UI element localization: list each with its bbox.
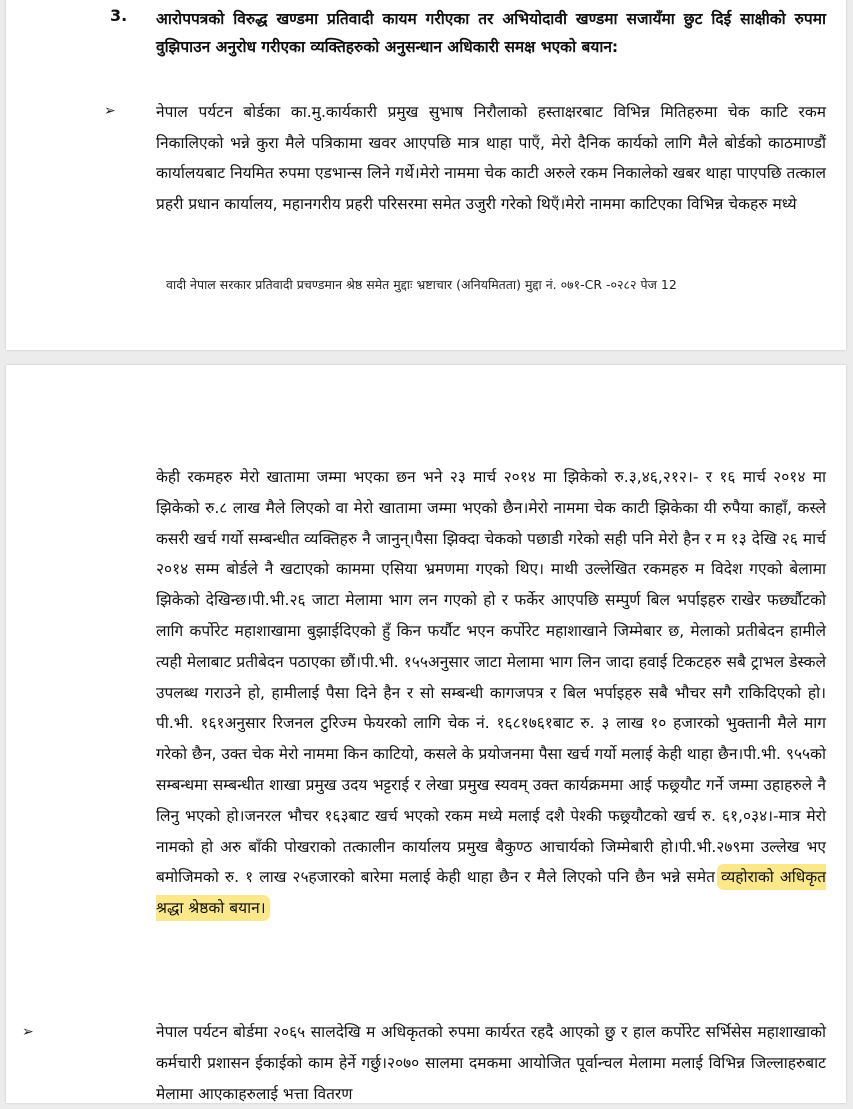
next-statement-paragraph: नेपाल पर्यटन बोर्डमा २०६५ सालदेखि म अधिकृतको रुपमा कार्यरत रहदै आएको छु र हाल कर्पोरेट सर्भिसेस महाशाखाको कर्मचारी प्रशासन ईकाईको काम हेर्ने गर्छु।२०७० सालमा दमकमा आयोजित पूर्वान्चल मेलामा मलाई विभिन्न जिल्लाहरुबाट मेलामा आएकाहरुलाई भत्ता वितरण bbox=[156, 1023, 826, 1103]
statement-paragraph-continued bbox=[156, 462, 826, 924]
highlighted-text: व्यहोराको अधिकृत श्रद्धा श्रेष्ठको बयान। bbox=[156, 868, 826, 918]
page-footer: वादी नेपाल सरकार प्रतिवादी प्रचण्डमान श्रेष्ठ समेत मुद्दाः भ्रष्टाचार (अनियमितता) मुद्दा नं. ०७१-CR -०२८२ पेज 12 bbox=[166, 277, 677, 292]
bullet-arrow-icon: ➢ bbox=[104, 103, 116, 119]
statement-text: केही रकमहरु मेरो खातामा जम्मा भएका छन भने २३ मार्च २०१४ मा झिकेको रु.३,४६,२१२।- र १६ मार्च २०१४ मा झिकेको रु.८ लाख मैले लिएको वा मेरो खातामा जम्मा भएको छैन।मेरो नाममा चेक काटी झिकेका यी रुपैया काहाँ, कस्ले कसरी खर्च गर्यो सम्बन्धीत व्यक्तिहरु नै जानुन्।पैसा झिक्दा चेकको पछाडी गरेको सही पनि मेरो हैन र म १३ देखि २६ मार्च २०१४ सम्म बोर्डले नै खटाएको काममा एसिया भ्रमणमा गएको थिए। माथी उल्लेखित रकमहरु म विदेश गएको बेलामा झिकेको देखिन्छ।पी.भी.२६ जाटा मेलामा भाग लन गएको हो र फर्केर आएपछि सम्पुर्ण बिल भर्पाइहरु राखेर फर्छ्यौटको लागि कर्पोरेट महाशाखामा बुझाईदिएको हुँ किन फर्यौट भएन कर्पोरेट महाशाखाने जिम्मेबार छ, मेलाको प्रतीबेदन हामीले त्यही मेलाबाट प्रतीबेदन पठाएका छौं।पी.भी. १५५अनुसार जाटा मेलामा भाग लिन जादा हवाई टिकटहरु सबै ट्राभल डेस्कले उपलब्ध गराउने हो, हामीलाई पैसा दिने हैन र सो सम्बन्धी कागजपत्र र बिल भर्पाइहरु सबै भौचर सगै राकिदिएको हो।पी.भी. १६१अनुसार रिजनल टुरिज्म फेयरको लागि चेक नं. १६८१७६१बाट रु. ३ लाख १० हजारको भुक्तानी मैले माग गरेको छैन, उक्त चेक मेरो नाममा किन काटियो, कसले के प्रयोजनमा पैसा खर्च गर्यो मलाई केही थाहा छैन।पी.भी. ९५५को सम्बन्धमा सम्बन्धीत शाखा प्रमुख उदय भट्टराई र लेखा प्रमुख स्यवम् उक्त कार्यक्रममा आई फछ्र्यौट गर्ने जम्मा उहाहरुले नै लिनु भएको हो।जनरल भौचर १६३बाट खर्च भएको रकम मध्ये मलाई दशै पेश्की फछ्र्यौटको खर्च रु. ६१,०३४।-मात्र मेरो नामको हो अरु बाँकी पोखराको तत्कालीन कार्यालय प्रमुख बैकुण्ठ आचार्यको जिम्मेबारी हो।पी.भी.२७९मा उल्लेख भए बमोजिमको रु. १ लाख २५हजारको बारेमा मलाई केही थाहा छैन र मैले लिएको पनि छैन भन्ने समेत bbox=[156, 468, 826, 887]
statement-paragraph: नेपाल पर्यटन बोर्डका का.मु.कार्यकारी प्रमुख सुभाष निरौलाको हस्ताक्षरबाट विभिन्न मितिहरुमा चेक काटि रकम निकालिएको भन्ने कुरा मैले पत्रिकामा खवर आएपछि मात्र थाहा पाएँ, मेरो दैनिक कार्यको लागि मैले बोर्डको काठमाण्डौं कार्यालयबाट नियमित रुपमा एडभान्स लिने गर्थे।मेरो नाममा चेक काटी अरुले रकम निकालेको खबर थाहा पाएपछि तत्काल प्रहरी प्रधान कार्यालय, महानगरीय प्रहरी परिसरमा समेत उजुरी गरेको थिएँ।मेरो नाममा काटिएका विभिन्न चेकहरु मध्ये bbox=[156, 103, 826, 213]
document-page-bottom bbox=[6, 365, 846, 1103]
section-heading: आरोपपत्रको विरुद्ध खण्डमा प्रतिवादी कायम गरीएका तर अभियोदावी खण्डमा सजायँमा छुट दिई साक्षीको रुपमा वुझिपाउन अनुरोध गरीएका व्यक्तिहरुको अनुसन्धान अधिकारी समक्ष भएको बयान: bbox=[156, 10, 826, 56]
section-number: 3. bbox=[110, 6, 128, 25]
bullet-arrow-icon-2: ➢ bbox=[22, 1024, 34, 1040]
document-page-top bbox=[6, 0, 846, 350]
